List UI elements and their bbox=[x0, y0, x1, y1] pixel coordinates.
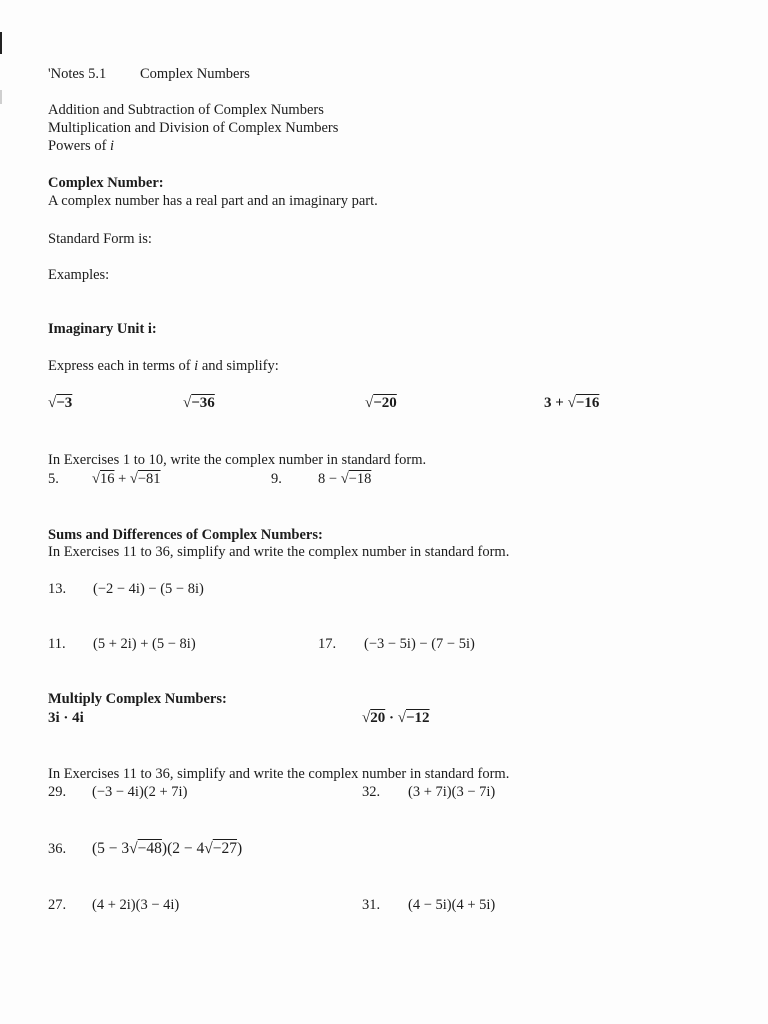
exercise-number: 36. bbox=[48, 841, 67, 857]
sqrt-symbol: √ bbox=[92, 471, 100, 487]
page-title: Complex Numbers bbox=[140, 66, 250, 82]
radicand: −16 bbox=[575, 395, 600, 411]
topic-powers-var: i bbox=[110, 138, 115, 154]
complex-number-definition: A complex number has a real part and an imaginary part. bbox=[48, 193, 378, 209]
exercise-instruction: In Exercises 11 to 36, simplify and write the complex number in standard form. bbox=[48, 544, 510, 560]
standard-form-label: Standard Form is: bbox=[48, 231, 152, 247]
radicand: −27 bbox=[212, 840, 238, 857]
examples-label: Examples: bbox=[48, 267, 110, 283]
sqrt-symbol: √ bbox=[183, 395, 192, 411]
radicand: −36 bbox=[191, 395, 215, 411]
sqrt-symbol: √ bbox=[204, 840, 213, 857]
exercise-number: 5. bbox=[48, 471, 59, 487]
multiply-radical-example bbox=[362, 709, 430, 727]
exercise-expression: (5 + 2i) + (5 − 8i) bbox=[93, 636, 196, 652]
exercise-instruction: In Exercises 11 to 36, simplify and write the complex number in standard form. bbox=[48, 766, 510, 782]
topic-powers bbox=[48, 137, 114, 155]
exercise-number: 13. bbox=[48, 581, 67, 597]
exercise-expression: (−3 − 5i) − (7 − 5i) bbox=[364, 636, 475, 652]
expression-part: )(2 − 4 bbox=[161, 840, 205, 857]
radical-expression bbox=[48, 394, 72, 412]
instruction-text: Express each in terms of bbox=[48, 358, 195, 374]
sqrt-symbol: √ bbox=[48, 395, 57, 411]
sqrt-symbol: √ bbox=[397, 710, 406, 726]
radical-prefix: 3 + bbox=[544, 395, 568, 411]
exercise-number: 27. bbox=[48, 897, 67, 913]
multiply-heading: Multiply Complex Numbers: bbox=[48, 691, 227, 707]
expression-prefix: 8 − bbox=[318, 471, 341, 487]
exercise-instruction: In Exercises 1 to 10, write the complex number in standard form. bbox=[48, 452, 427, 468]
radicand: −48 bbox=[137, 840, 162, 857]
sqrt-symbol: √ bbox=[129, 471, 138, 487]
exercise-number: 31. bbox=[362, 897, 381, 913]
expression-part: (5 − 3 bbox=[92, 840, 130, 857]
imaginary-instruction bbox=[48, 357, 279, 375]
sqrt-symbol: √ bbox=[567, 395, 576, 411]
exercise-number: 9. bbox=[271, 471, 282, 487]
notes-label: 'Notes 5.1 bbox=[48, 66, 107, 82]
topic-powers-text: Powers of bbox=[48, 138, 111, 154]
topic-addition: Addition and Subtraction of Complex Numbers bbox=[48, 102, 324, 118]
radicand: 16 bbox=[99, 471, 115, 487]
sqrt-symbol: √ bbox=[340, 471, 349, 487]
exercise-expression bbox=[92, 470, 161, 488]
radicand: −81 bbox=[137, 471, 161, 487]
topic-multiplication: Multiplication and Division of Complex Numbers bbox=[48, 120, 339, 136]
scan-edge-mark bbox=[0, 32, 2, 54]
instruction-text: and simplify: bbox=[198, 358, 279, 374]
exercise-expression: (4 − 5i)(4 + 5i) bbox=[408, 897, 496, 913]
radical-expression bbox=[365, 394, 397, 412]
exercise-expression bbox=[318, 470, 371, 488]
multiply-example: 3i · 4i bbox=[48, 710, 84, 726]
exercise-number: 32. bbox=[362, 784, 381, 800]
imaginary-unit-heading: Imaginary Unit i: bbox=[48, 321, 157, 337]
radical-expression bbox=[544, 394, 599, 412]
exercise-expression: (3 + 7i)(3 − 7i) bbox=[408, 784, 496, 800]
exercise-number: 17. bbox=[318, 636, 337, 652]
sqrt-symbol: √ bbox=[129, 840, 138, 857]
sqrt-symbol: √ bbox=[362, 710, 371, 726]
expression-part: ) bbox=[237, 840, 243, 857]
radical-expression bbox=[183, 394, 215, 412]
radicand: 20 bbox=[370, 710, 386, 726]
complex-number-heading: Complex Number: bbox=[48, 175, 164, 191]
sqrt-symbol: √ bbox=[365, 395, 374, 411]
radicand: −20 bbox=[373, 395, 397, 411]
sums-heading: Sums and Differences of Complex Numbers: bbox=[48, 527, 323, 543]
exercise-number: 29. bbox=[48, 784, 67, 800]
exercise-expression: (4 + 2i)(3 − 4i) bbox=[92, 897, 180, 913]
exercise-expression bbox=[92, 840, 242, 858]
radicand: −12 bbox=[405, 710, 430, 726]
exercise-number: 11. bbox=[48, 636, 66, 652]
operator: + bbox=[114, 471, 130, 487]
radicand: −3 bbox=[56, 395, 73, 411]
instruction-var: i bbox=[194, 358, 199, 374]
exercise-expression: (−2 − 4i) − (5 − 8i) bbox=[93, 581, 204, 597]
scan-edge-mark bbox=[0, 90, 2, 104]
radicand: −18 bbox=[348, 471, 372, 487]
operator: · bbox=[385, 710, 398, 726]
exercise-expression: (−3 − 4i)(2 + 7i) bbox=[92, 784, 188, 800]
